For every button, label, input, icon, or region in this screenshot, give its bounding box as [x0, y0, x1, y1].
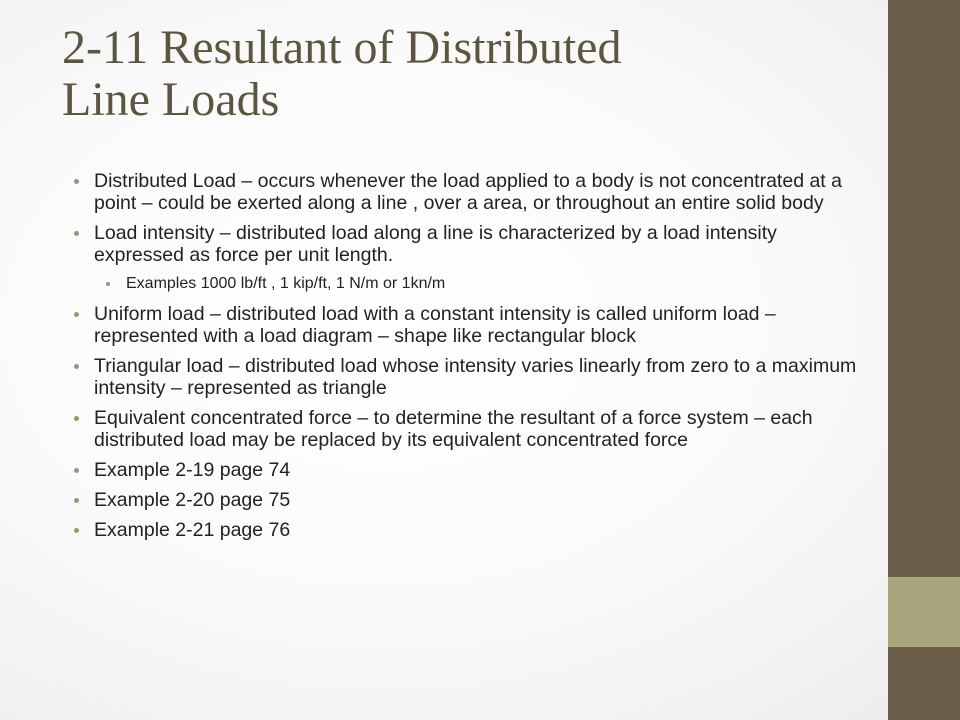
bullet-triangular-load: Triangular load – distributed load whose intensity varies linearly from zero to a maximum intensity – represented as triangle — [72, 355, 862, 399]
bullet-list — [72, 170, 862, 541]
bullet-example-2-20: Example 2-20 page 75 — [72, 489, 862, 511]
slide-title-line-2: Line Loads — [62, 73, 280, 126]
bullet-load-intensity: Load intensity – distributed load along a line is characterized by a load intensity expressed as force per unit length. — [72, 222, 862, 266]
bullet-uniform-load: Uniform load – distributed load with a constant intensity is called uniform load – represented with a load diagram – shape like rectangular block — [72, 303, 862, 347]
bullet-example-2-21: Example 2-21 page 76 — [72, 519, 862, 541]
side-decor-accent — [888, 577, 960, 647]
slide-title-line-1: 2-11 Resultant of Distributed — [62, 21, 622, 74]
slide-title — [62, 22, 862, 126]
bullet-equivalent-force: Equivalent concentrated force – to determine the resultant of a force system – each distributed load may be replaced by its equivalent concentrated force — [72, 407, 862, 451]
bullet-distributed-load: Distributed Load – occurs whenever the load applied to a body is not concentrated at a point – could be exerted along a line , over a area, or throughout an entire solid body — [72, 170, 862, 214]
sub-bullet-examples: Examples 1000 lb/ft , 1 kip/ft, 1 N/m or 1kn/m — [104, 274, 862, 294]
bullet-example-2-19: Example 2-19 page 74 — [72, 459, 862, 481]
